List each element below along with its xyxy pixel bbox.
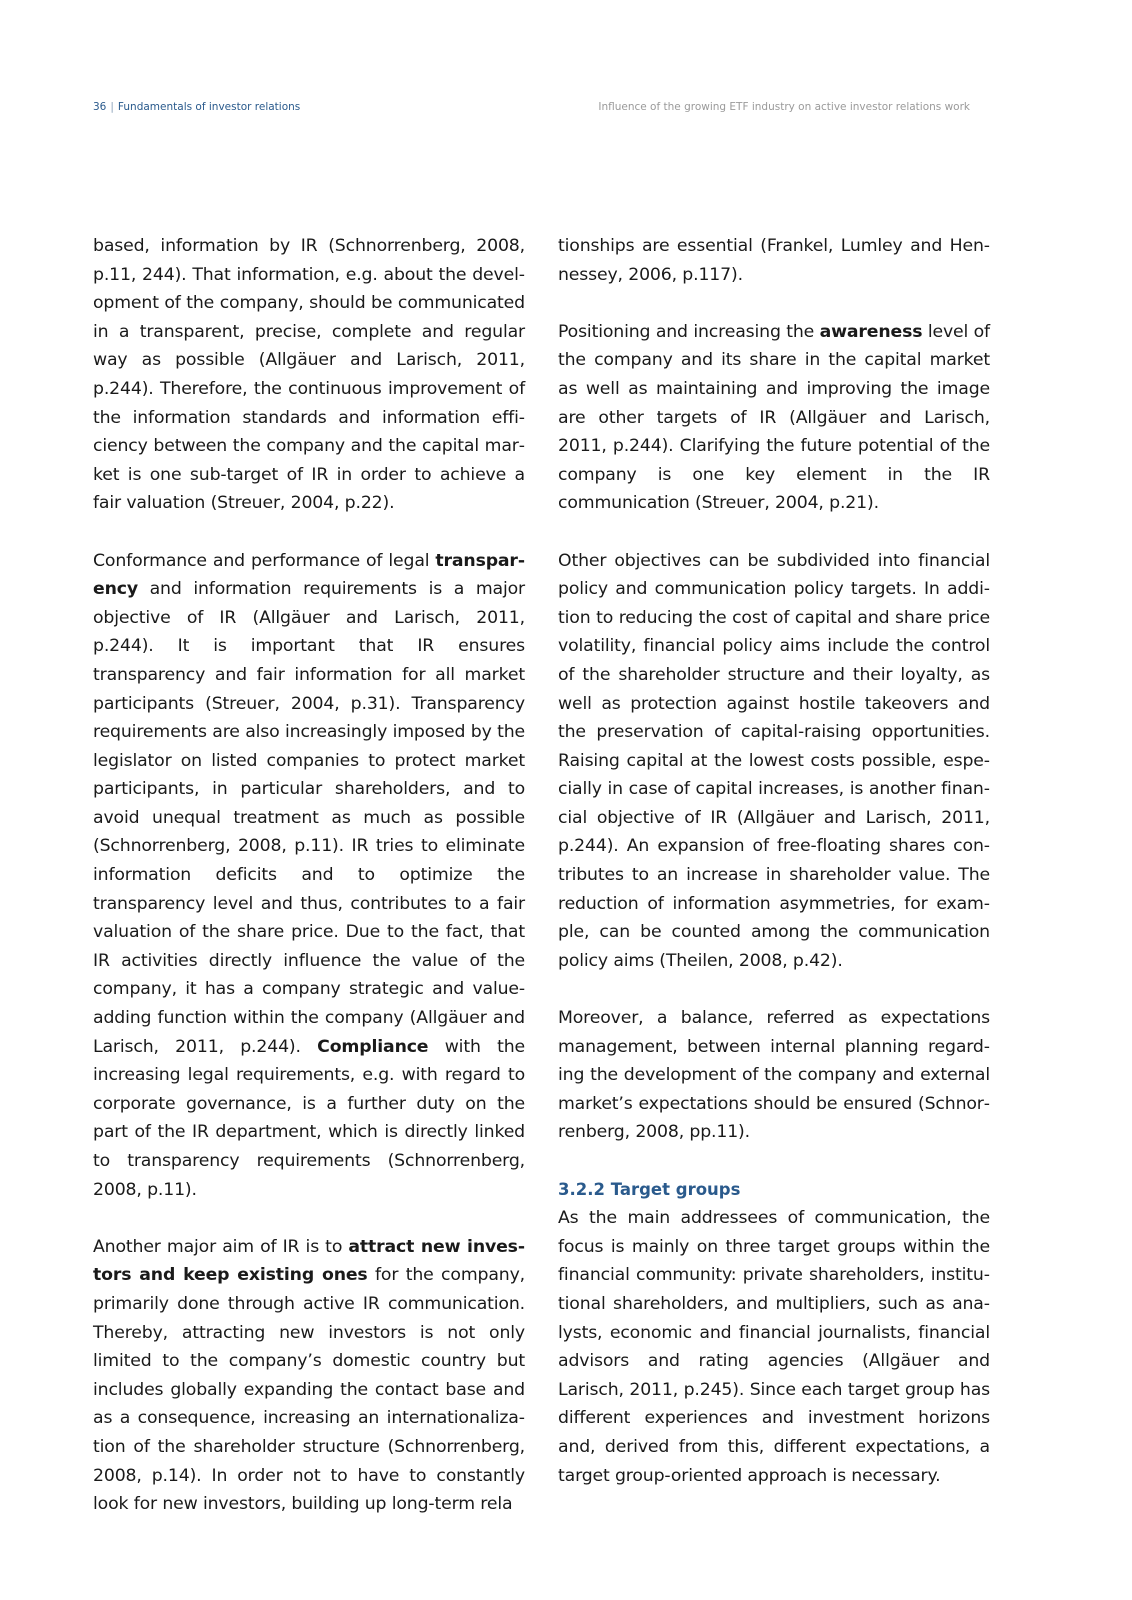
- header-left: [93, 98, 300, 116]
- page-number: 36: [93, 101, 107, 113]
- text-run: Positioning and increasing the: [558, 321, 820, 342]
- right-column: [558, 232, 990, 1490]
- paragraph-attract-investors: [93, 1233, 525, 1519]
- paragraph-other-objectives: Other objectives can be subdivided into financial policy and communication policy targets. In addition to reducing the cost of capital and share price volatility, financial policy aims include the control of the shareholder structure and their loyalty, as well as protection against hostile takeovers and the preservation of capital-raising opportunities. Raising capital at the lowest costs possible, especially in case of capital increases, is another financial objective of IR (Allgäuer and Larisch, 2011, p.244). An expansion of free-floating shares contributes to an increase in shareholder value. The reduction of information asymmetries, for example, can be counted among the communication policy aims (Theilen, 2008, p.42).: [558, 550, 990, 971]
- text-run: and information requirements is a major objective of IR (Allgäuer and Larisch, 2011, p.244). It is important that IR ensures transparency and fair information for all market participants (Streuer, 2004, p.31). Transparency requirements are also increasingly imposed by the legislator on listed companies to protect market participants, in particular shareholders, and to avoid unequal treatment as much as possible (Schnorrenberg, 2008, p.11). IR tries to eliminate information deficits and to optimize the transparency level and thus, contributes to a fair valuation of the share price. Due to the fact, that IR activities directly influence the value of the company, it has a company strategic and value-adding function within the company (Allgäuer and Larisch, 2011, p.244).: [93, 579, 525, 1057]
- bold-term-compliance: Compliance: [317, 1036, 429, 1057]
- paragraph-awareness: [558, 318, 990, 518]
- section-title: Fundamentals of investor relations: [117, 101, 301, 113]
- paragraph-gap: [93, 518, 525, 547]
- paragraph-target-groups: As the main addressees of communication, the focus is mainly on three target groups within the financial community: private shareholders, institutional shareholders, and multipliers, such as analysts, economic and financial journalists, financial advisors and rating agencies (Allgäuer and Larisch, 2011, p.245). Since each target group has different experiences and investment horizons and, derived from this, different expectations, a target group-oriented approach is necessary.: [558, 1208, 990, 1486]
- paragraph-relationships: tionships are essential (Frankel, Lumley and Hennessey, 2006, p.117).: [558, 236, 990, 285]
- paragraph-gap: [558, 1147, 990, 1176]
- paragraph-transparency: [93, 547, 525, 1205]
- paragraph-gap: [93, 1204, 525, 1233]
- chapter-title: Influence of the growing ETF industry on active investor relations work: [598, 101, 970, 113]
- section-heading-target-groups: 3.2.2 Target groups: [558, 1179, 741, 1199]
- bold-term-attract-investors: attract new investors and keep existing ones: [93, 1236, 525, 1286]
- text-run: with the increasing legal requirements, e.g. with regard to corporate governance, is a further duty on the part of the IR department, which is directly linked to transparency requirements (Schnorrenberg, 2008, p.11).: [93, 1036, 525, 1200]
- paragraph-gap: [558, 289, 990, 318]
- paragraph-gap: [558, 518, 990, 547]
- bold-term-transparency: transparency: [93, 550, 525, 600]
- header-separator: |: [110, 101, 114, 113]
- paragraph-gap: [558, 975, 990, 1004]
- running-header: [93, 98, 970, 116]
- text-run: level of the company and its share in the capital market as well as maintaining and improving the image are other targets of IR (Allgäuer and Larisch, 2011, p.244). Clarifying the future potential of the company is one key element in the IR communication (Streuer, 2004, p.21).: [558, 321, 990, 514]
- text-run: Another major aim of IR is to: [93, 1236, 349, 1257]
- text-run: for the company, primarily done through active IR communication. Thereby, attracting new investors is not only limited to the company’s domestic country but includes globally expanding the contact base and as a consequence, increasing an internationalization of the shareholder structure (Schnorrenberg, 2008, p.14). In order not to have to constantly look for new investors, building up long-term rela: [93, 1265, 525, 1515]
- text-run: Conformance and performance of legal: [93, 550, 436, 571]
- paragraph-information-standards: based, information by IR (Schnorrenberg, 2008, p.11, 244). That information, e.g. about the development of the company, should be communicated in a transparent, precise, complete and regular way as possible (Allgäuer and Larisch, 2011, p.244). Therefore, the continuous improvement of the information standards and information efficiency between the company and the capital market is one sub-target of IR in order to achieve a fair valuation (Streuer, 2004, p.22).: [93, 236, 525, 514]
- bold-term-awareness: awareness: [819, 321, 923, 342]
- paragraph-expectations-management: Moreover, a balance, referred as expectations management, between internal planning regarding the development of the company and external market’s expectations should be ensured (Schnorrenberg, 2008, pp.11).: [558, 1008, 990, 1143]
- left-column: [93, 232, 525, 1519]
